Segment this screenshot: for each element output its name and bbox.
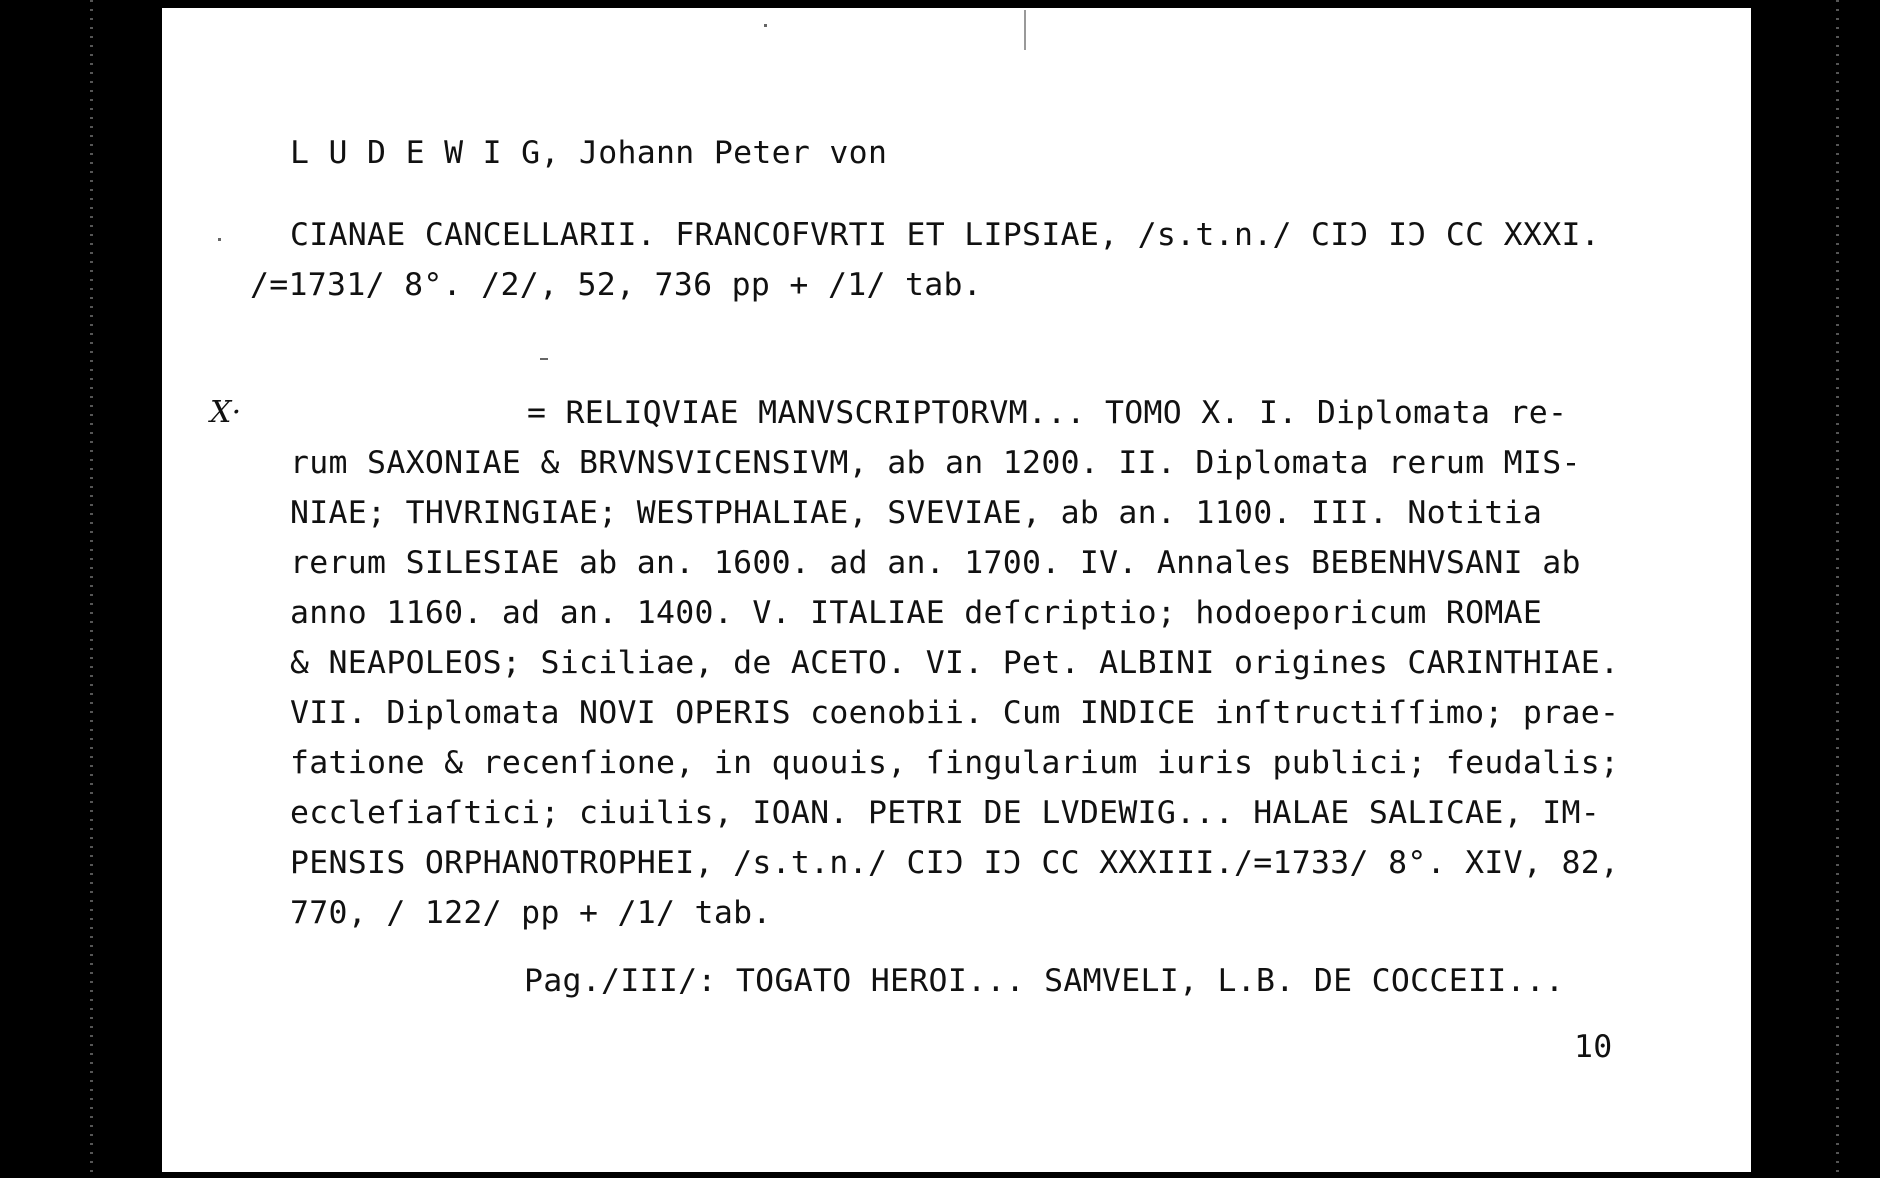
entry2-line-8: fatione & recenſione, in quouis, ſingularium iuris publici; feudalis; xyxy=(290,745,1620,781)
entry2-line-2: rum SAXONIAE & BRVNSVICENSIVM, ab an 1200. II. Diplomata rerum MIS- xyxy=(290,445,1581,481)
entry2-line-7: VII. Diplomata NOVI OPERIS coenobii. Cum INDICE inſtructiſſimo; prae- xyxy=(290,695,1620,731)
entry2-line-5: anno 1160. ad an. 1400. V. ITALIAE deſcriptio; hodoeporicum ROMAE xyxy=(290,595,1543,631)
dust-speck xyxy=(764,24,767,27)
scratch-mark xyxy=(1024,10,1026,50)
entry1-line-1: CIANAE CANCELLARII. FRANCOFVRTI ET LIPSIAE, /s.t.n./ CIƆ IƆ CC XXXI. xyxy=(290,217,1600,253)
dust-speck xyxy=(540,358,548,360)
entry2-line-1: = RELIQVIAE MANVSCRIPTORVM... TOMO X. I. Diplomata re- xyxy=(527,395,1568,431)
entry2-line-4: rerum SILESIAE ab an. 1600. ad an. 1700. IV. Annales BEBENHVSANI ab xyxy=(290,545,1581,581)
page-note: Pag./III/: TOGATO HEROI... SAMVELI, L.B. DE COCCEII... xyxy=(524,963,1565,999)
left-film-edge xyxy=(90,0,93,1178)
entry2-line-10: PENSIS ORPHANOTROPHEI, /s.t.n./ CIƆ IƆ CC XXXIII./=1733/ 8°. XIV, 82, xyxy=(290,845,1620,881)
entry2-line-11: 770, / 122/ pp + /1/ tab. xyxy=(290,895,772,931)
page-number: 10 xyxy=(1574,1029,1613,1065)
entry2-line-9: eccleſiaſtici; ciuilis, IOAN. PETRI DE LVDEWIG... HALAE SALICAE, IM- xyxy=(290,795,1600,831)
author-heading: L U D E W I G, Johann Peter von xyxy=(290,135,888,171)
entry1-line-2: /=1731/ 8°. /2/, 52, 736 pp + /1/ tab. xyxy=(250,267,983,303)
margin-mark: X· xyxy=(210,395,242,430)
right-film-edge xyxy=(1836,0,1839,1178)
dust-speck xyxy=(218,238,221,241)
entry2-line-3: NIAE; THVRINGIAE; WESTPHALIAE, SVEVIAE, ab an. 1100. III. Notitia xyxy=(290,495,1543,531)
index-card xyxy=(162,8,1751,1172)
entry2-line-6: & NEAPOLEOS; Siciliae, de ACETO. VI. Pet. ALBINI origines CARINTHIAE. xyxy=(290,645,1620,681)
